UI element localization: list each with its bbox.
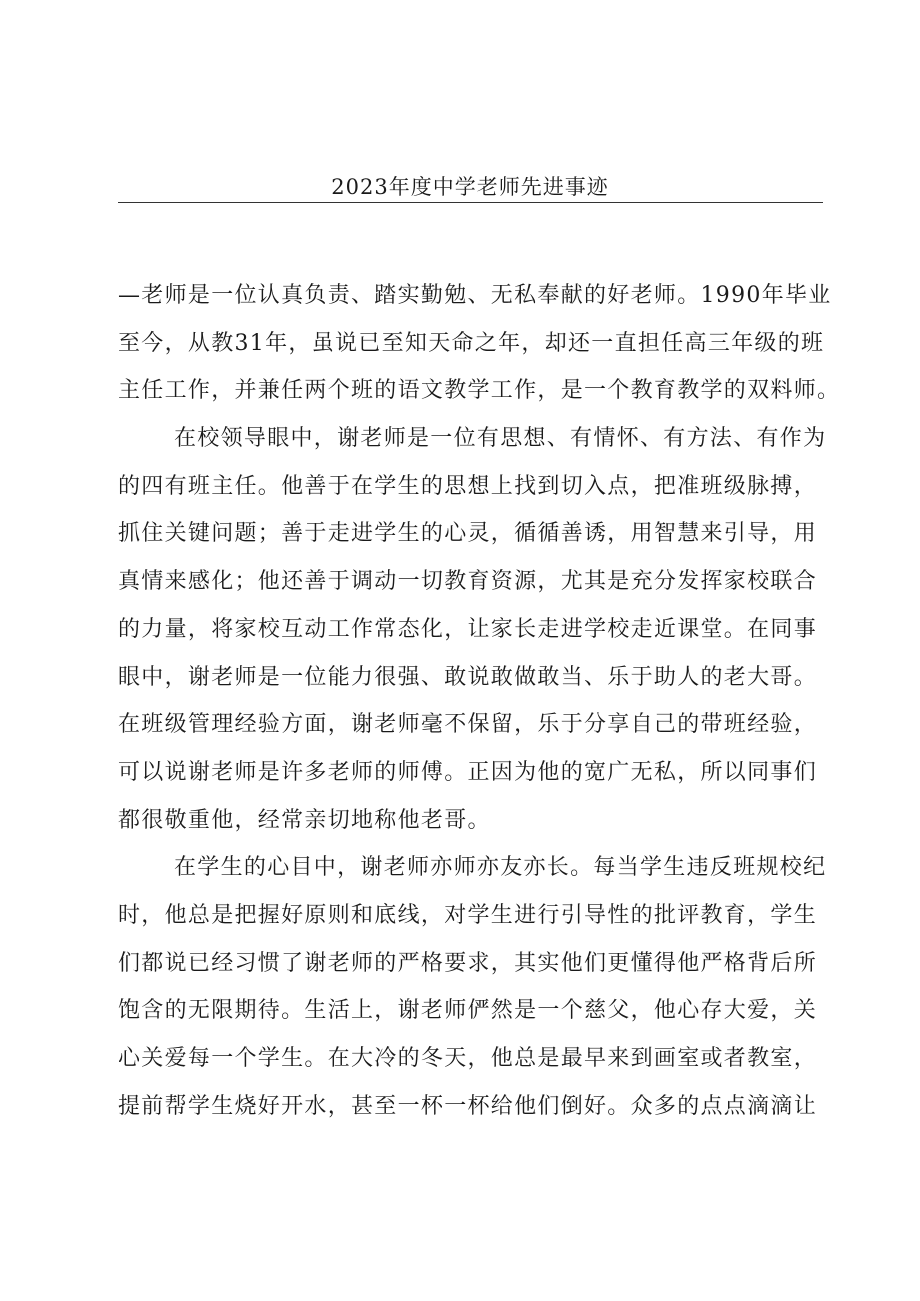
title-underline <box>118 202 823 203</box>
document-body <box>118 272 841 1130</box>
paragraph-line: 的力量，将家校互动工作常态化，让家长走进学校走近课堂。在同事 <box>118 616 818 642</box>
paragraph-line: 在学生的心目中，谢老师亦师亦友亦长。每当学生违反班规校纪 <box>174 855 827 881</box>
paragraph-line: 可以说谢老师是许多老师的师傅。正因为他的宽广无私，所以同事们 <box>118 759 818 785</box>
paragraph-line: 主任工作，并兼任两个班的语文教学工作，是一个教育教学的双料师。 <box>118 378 841 404</box>
paragraph-line: 心关爱每一个学生。在大冷的冬天，他总是最早来到画室或者教室， <box>118 1046 818 1071</box>
paragraph-line: 饱含的无限期待。生活上，谢老师俨然是一个慈父，他心存大爱，关 <box>118 998 818 1024</box>
paragraph-line: 提前帮学生烧好开水，甚至一杯一杯给他们倒好。众多的点点滴滴让 <box>118 1093 818 1119</box>
paragraph-line: 的四有班主任。他善于在学生的思想上找到切入点，把准班级脉搏， <box>118 473 818 499</box>
paragraph-line: 时，他总是把握好原则和底线，对学生进行引导性的批评教育，学生 <box>118 902 818 928</box>
paragraph-line: 抓住关键问题；善于走进学生的心灵，循循善诱，用智慧来引导，用 <box>118 521 818 547</box>
paragraph-line: 都很敬重他，经常亲切地称他老哥。 <box>118 807 491 833</box>
paragraph-line: —老师是一位认真负责、踏实勤勉、无私奉献的好老师。1990年毕业 <box>118 283 832 308</box>
paragraph-line: 真情来感化；他还善于调动一切教育资源，尤其是充分发挥家校联合 <box>118 569 818 595</box>
paragraph-line: 们都说已经习惯了谢老师的严格要求，其实他们更懂得他严格背后所 <box>118 950 818 976</box>
paragraph-line: 在校领导眼中，谢老师是一位有思想、有情怀、有方法、有作为 <box>174 426 827 452</box>
document-title: 2023年度中学老师先进事迹 <box>331 175 609 199</box>
paragraph-line: 至今，从教31年，虽说已至知天命之年，却还一直担任高三年级的班 <box>118 330 825 356</box>
paragraph-line: 眼中，谢老师是一位能力很强、敢说敢做敢当、乐于助人的老大哥。 <box>118 664 818 690</box>
paragraph-line: 在班级管理经验方面，谢老师毫不保留，乐于分享自己的带班经验， <box>118 712 818 738</box>
